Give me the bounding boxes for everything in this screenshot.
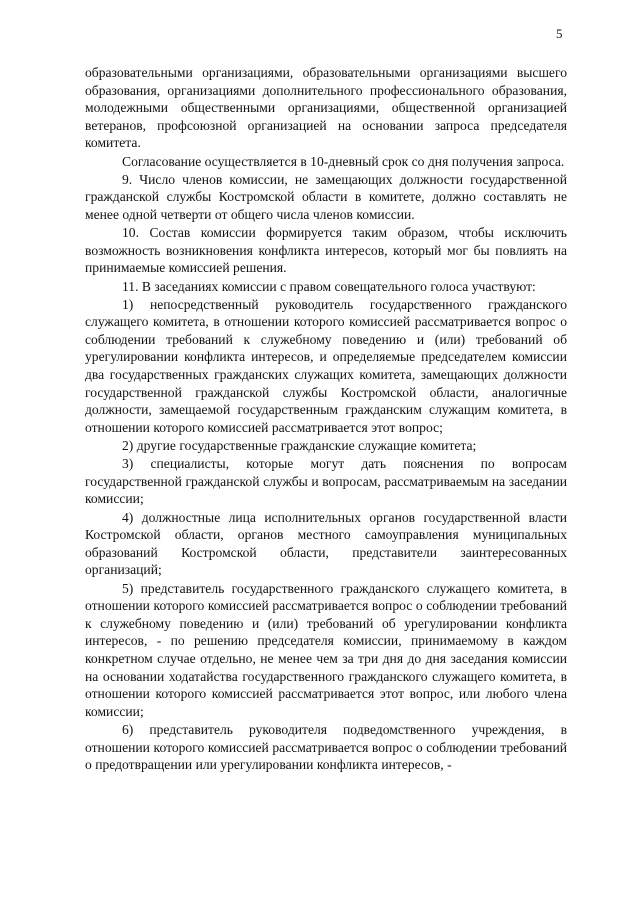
- paragraph-subitem-1: 1) непосредственный руководитель государственного гражданского служащего комитета, в отношении которого комиссией рассматривается вопрос о соблюдении требований к служебному поведению и (или) требований об урегулировании конфликта интересов, и определяемые председателем комиссии два государственных гражданских служащих комитета, замещающих должности государственной гражданской службы Костромской области, аналогичные должности, замещаемой государственным гражданским служащим комитета, в отношении которого комиссией рассматривается этот вопрос;: [85, 296, 567, 435]
- paragraph-subitem-3: 3) специалисты, которые могут дать пояснения по вопросам государственной гражданской службы и вопросам, рассматриваемым на заседании комиссии;: [85, 456, 567, 507]
- paragraph-item-9: 9. Число членов комиссии, не замещающих должности государственной гражданской службы Костромской области в комитете, должно составлять не менее одной четверти от общего числа членов комиссии.: [85, 171, 567, 222]
- paragraph-subitem-4: 4) должностные лица исполнительных органов государственной власти Костромской области, органов местного самоуправления муниципальных образований Костромской области, представители заинтересованных организаций;: [85, 509, 567, 578]
- paragraph-subitem-6: 6) представитель руководителя подведомственного учреждения, в отношении которого комиссией рассматривается вопрос о соблюдении требований о предотвращении или урегулировании конфликта интересов, -: [85, 721, 567, 773]
- paragraph-subitem-5: 5) представитель государственного гражданского служащего комитета, в отношении которого комиссией рассматривается вопрос о соблюдении требований к служебному поведению и (или) требований об урегулировании конфликта интересов, - по решению председателя комиссии, принимаемому в каждом конкретном случае отдельно, не менее чем за три дня до дня заседания комиссии на основании ходатайства государственного гражданского служащего комитета, в отношении которого комиссией рассматривается этот вопрос, или любого члена комиссии;: [85, 580, 567, 719]
- paragraph-approval-term: Согласование осуществляется в 10-дневный срок со дня получения запроса.: [122, 153, 565, 169]
- paragraph-continuation: образовательными организациями, образовательными организациями высшего образования, организациями дополнительного профессионального образования, молодежными общественными организациями, общественной организацией ветеранов, профсоюзной организацией на основании запроса председателя комитета.: [85, 65, 567, 151]
- paragraph-item-10: 10. Состав комиссии формируется таким образом, чтобы исключить возможность возникновения конфликта интересов, который мог бы повлиять на принимаемые комиссией решения.: [85, 225, 567, 276]
- document-body: [85, 64, 567, 774]
- paragraph-item-11: 11. В заседаниях комиссии с правом совещательного голоса участвуют:: [122, 278, 536, 294]
- page-number: 5: [556, 26, 563, 41]
- paragraph-subitem-2: 2) другие государственные гражданские служащие комитета;: [122, 438, 477, 454]
